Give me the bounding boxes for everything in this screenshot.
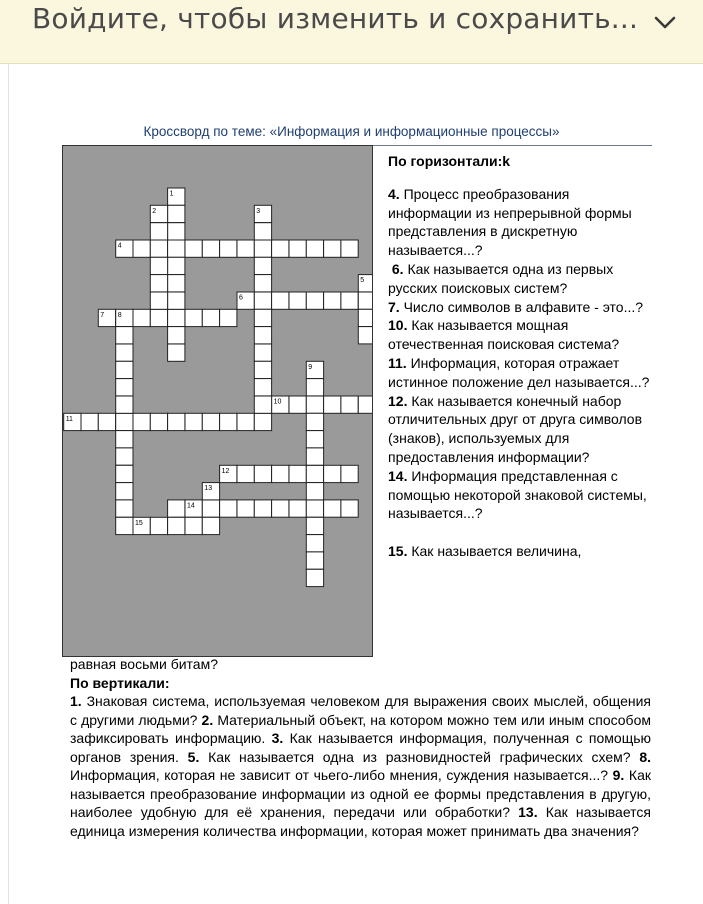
crossword-cell[interactable] xyxy=(254,361,271,378)
crossword-cell[interactable] xyxy=(116,396,133,413)
horizontal-title: По горизонтали:k xyxy=(388,153,511,169)
crossword-cell[interactable] xyxy=(306,465,323,482)
crossword-cell[interactable] xyxy=(168,257,185,274)
crossword-number: 15 xyxy=(135,519,143,527)
crossword-cell[interactable] xyxy=(133,413,150,430)
crossword-cell[interactable] xyxy=(150,292,167,309)
crossword-cell[interactable] xyxy=(168,292,185,309)
crossword-cell[interactable] xyxy=(116,361,133,378)
crossword-cell[interactable] xyxy=(324,465,341,482)
crossword-cell[interactable] xyxy=(202,240,219,257)
crossword-cell[interactable] xyxy=(254,396,271,413)
crossword-cell[interactable] xyxy=(150,413,167,430)
clue-item: 6. Как называется одна из первых русских поисковых систем? xyxy=(388,260,614,296)
crossword-cell[interactable] xyxy=(341,396,358,413)
crossword-cell[interactable] xyxy=(168,517,185,534)
crossword-cell[interactable] xyxy=(306,240,323,257)
document-title: Кроссворд по теме: «Информация и информационные процессы» xyxy=(143,124,560,139)
crossword-cell[interactable] xyxy=(358,292,372,309)
page-edge xyxy=(8,64,9,904)
crossword-cell[interactable] xyxy=(289,292,306,309)
vertical-clues xyxy=(70,655,651,840)
clue-item: 7. Число символов в алфавите - это...? xyxy=(388,298,644,315)
crossword-cell[interactable] xyxy=(324,240,341,257)
crossword-cell[interactable] xyxy=(306,483,323,500)
crossword-cell[interactable] xyxy=(185,309,202,326)
crossword-cell[interactable] xyxy=(289,240,306,257)
crossword-cell[interactable] xyxy=(306,448,323,465)
crossword-number: 5 xyxy=(360,277,365,285)
crossword-cell[interactable] xyxy=(116,344,133,361)
crossword-cell[interactable] xyxy=(306,379,323,396)
crossword-number: 3 xyxy=(256,207,261,215)
crossword-number: 4 xyxy=(117,242,122,250)
crossword-cell[interactable] xyxy=(116,517,133,534)
vertical-clues-paragraph: 1. Знаковая система, используемая человеком для выражения своих мыслей, общения с другими людьми? 2. Материальный объект, на котором можно тем или иным способом зафиксировать информацию. 3. Как называется информация, полученная с помощью органов зрения. 5. Как называется одна из разновидностей графических схем? 8. Информация, которая не зависит от чьего-либо мнения, суждения называется...? 9. Как называется преобразование информации из одной ее формы представления в другую, наиболее удобную для её хранения, передачи или обработки? 13. Как называется единица измерения количества информации, которая может принимать два значения? xyxy=(70,693,651,839)
crossword-number: 1 xyxy=(169,190,174,198)
crossword-cell[interactable] xyxy=(254,344,271,361)
crossword-cell[interactable] xyxy=(150,257,167,274)
crossword-cell[interactable] xyxy=(150,275,167,292)
crossword-cell[interactable] xyxy=(237,413,254,430)
crossword-cell[interactable] xyxy=(202,500,219,517)
crossword-cell[interactable] xyxy=(168,275,185,292)
crossword-cell[interactable] xyxy=(116,500,133,517)
crossword-number: 7 xyxy=(100,311,105,319)
crossword-cell[interactable] xyxy=(220,500,237,517)
crossword-cell[interactable] xyxy=(306,413,323,430)
signin-banner[interactable] xyxy=(0,0,703,64)
crossword-cell[interactable] xyxy=(341,292,358,309)
horizontal-clues xyxy=(388,152,650,561)
crossword-cell[interactable] xyxy=(254,240,271,257)
crossword-cell[interactable] xyxy=(202,517,219,534)
crossword-cell[interactable] xyxy=(306,431,323,448)
crossword-cell[interactable] xyxy=(220,309,237,326)
crossword-cell[interactable] xyxy=(254,257,271,274)
crossword-cell[interactable] xyxy=(272,500,289,517)
crossword-cell[interactable] xyxy=(116,465,133,482)
crossword-cell[interactable] xyxy=(341,500,358,517)
crossword-number: 10 xyxy=(273,398,282,406)
clue-item: 4. Процесс преобразования информации из непрерывной формы представления в дискретную называется...? xyxy=(388,185,632,259)
crossword-cell[interactable] xyxy=(306,396,323,413)
crossword-cell[interactable] xyxy=(272,465,289,482)
crossword-cell[interactable] xyxy=(358,396,372,413)
crossword-number: 12 xyxy=(221,467,230,475)
crossword-cell[interactable] xyxy=(133,240,150,257)
crossword-cell[interactable] xyxy=(116,448,133,465)
crossword-cell[interactable] xyxy=(168,413,185,430)
crossword-svg xyxy=(63,146,372,656)
clue-15-continuation: равная восьми битам? xyxy=(70,656,218,672)
crossword-cell[interactable] xyxy=(150,309,167,326)
crossword-cell[interactable] xyxy=(254,379,271,396)
crossword-cell[interactable] xyxy=(220,240,237,257)
crossword-number: 8 xyxy=(117,311,122,319)
crossword-cell[interactable] xyxy=(306,535,323,552)
clue-item: 14. Информация представленная с помощью некоторой знаковой системы, называется...? xyxy=(388,467,647,522)
crossword-cell[interactable] xyxy=(168,344,185,361)
crossword-number: 9 xyxy=(308,363,313,371)
crossword-cell[interactable] xyxy=(202,309,219,326)
crossword-cell[interactable] xyxy=(168,240,185,257)
crossword-cell[interactable] xyxy=(289,465,306,482)
crossword-cell[interactable] xyxy=(202,413,219,430)
crossword-cell[interactable] xyxy=(254,292,271,309)
clue-item: 10. Как называется мощная отечественная поисковая система? xyxy=(388,317,620,353)
crossword-number: 6 xyxy=(239,294,243,302)
crossword-number: 14 xyxy=(187,502,195,510)
crossword-number: 11 xyxy=(65,415,73,423)
crossword-cell[interactable] xyxy=(116,379,133,396)
crossword-cell[interactable] xyxy=(254,275,271,292)
crossword-cell[interactable] xyxy=(168,500,185,517)
crossword-cell[interactable] xyxy=(185,413,202,430)
crossword-cell[interactable] xyxy=(150,223,167,240)
chevron-down-icon[interactable] xyxy=(652,12,678,34)
crossword-cell[interactable] xyxy=(254,500,271,517)
crossword-cell[interactable] xyxy=(324,500,341,517)
clue-item: 11. Информация, которая отражает истинное положение дел называется...? xyxy=(388,354,650,390)
crossword-cell[interactable] xyxy=(220,413,237,430)
crossword-cell[interactable] xyxy=(306,569,323,586)
crossword-cell[interactable] xyxy=(116,327,133,344)
crossword-cell[interactable] xyxy=(150,240,167,257)
crossword-cell[interactable] xyxy=(358,309,372,326)
crossword-cell[interactable] xyxy=(150,517,167,534)
crossword-cell[interactable] xyxy=(358,327,372,344)
crossword-cell[interactable] xyxy=(341,240,358,257)
crossword-cell[interactable] xyxy=(237,465,254,482)
crossword-cell[interactable] xyxy=(168,205,185,222)
crossword-cell[interactable] xyxy=(237,240,254,257)
crossword-cell[interactable] xyxy=(272,292,289,309)
crossword-cell[interactable] xyxy=(237,500,254,517)
crossword-cell[interactable] xyxy=(185,517,202,534)
clue-item: 12. Как называется конечный набор отличительных друг от друга символов (знаков), используемых для предоставления информации? xyxy=(388,392,643,465)
crossword-cell[interactable] xyxy=(116,431,133,448)
crossword-cell[interactable] xyxy=(116,413,133,430)
signin-banner-title[interactable]: Войдите, чтобы изменить и сохранить... xyxy=(32,2,639,35)
crossword-cell[interactable] xyxy=(98,413,115,430)
crossword-cell[interactable] xyxy=(168,223,185,240)
crossword-cell[interactable] xyxy=(254,465,271,482)
crossword-cell[interactable] xyxy=(324,396,341,413)
crossword-number: 2 xyxy=(152,207,157,215)
crossword-number: 13 xyxy=(204,485,213,493)
crossword-cell[interactable] xyxy=(254,223,271,240)
crossword-cell[interactable] xyxy=(289,500,306,517)
crossword-cell[interactable] xyxy=(306,292,323,309)
crossword-grid xyxy=(62,145,373,657)
crossword-cell[interactable] xyxy=(168,327,185,344)
crossword-cell[interactable] xyxy=(81,413,98,430)
crossword-cell[interactable] xyxy=(306,517,323,534)
crossword-cell[interactable] xyxy=(272,240,289,257)
crossword-cell[interactable] xyxy=(289,396,306,413)
crossword-cell[interactable] xyxy=(306,552,323,569)
crossword-cell[interactable] xyxy=(168,309,185,326)
vertical-title: По вертикали: xyxy=(70,674,170,691)
crossword-cell[interactable] xyxy=(324,292,341,309)
crossword-cell[interactable] xyxy=(116,483,133,500)
crossword-cell[interactable] xyxy=(254,327,271,344)
crossword-cell[interactable] xyxy=(254,413,271,430)
crossword-cell[interactable] xyxy=(185,240,202,257)
crossword-cell[interactable] xyxy=(341,465,358,482)
crossword-cell[interactable] xyxy=(133,309,150,326)
crossword-cell[interactable] xyxy=(254,309,271,326)
clue-item: 15. Как называется величина, xyxy=(388,543,582,560)
crossword-cell[interactable] xyxy=(306,500,323,517)
